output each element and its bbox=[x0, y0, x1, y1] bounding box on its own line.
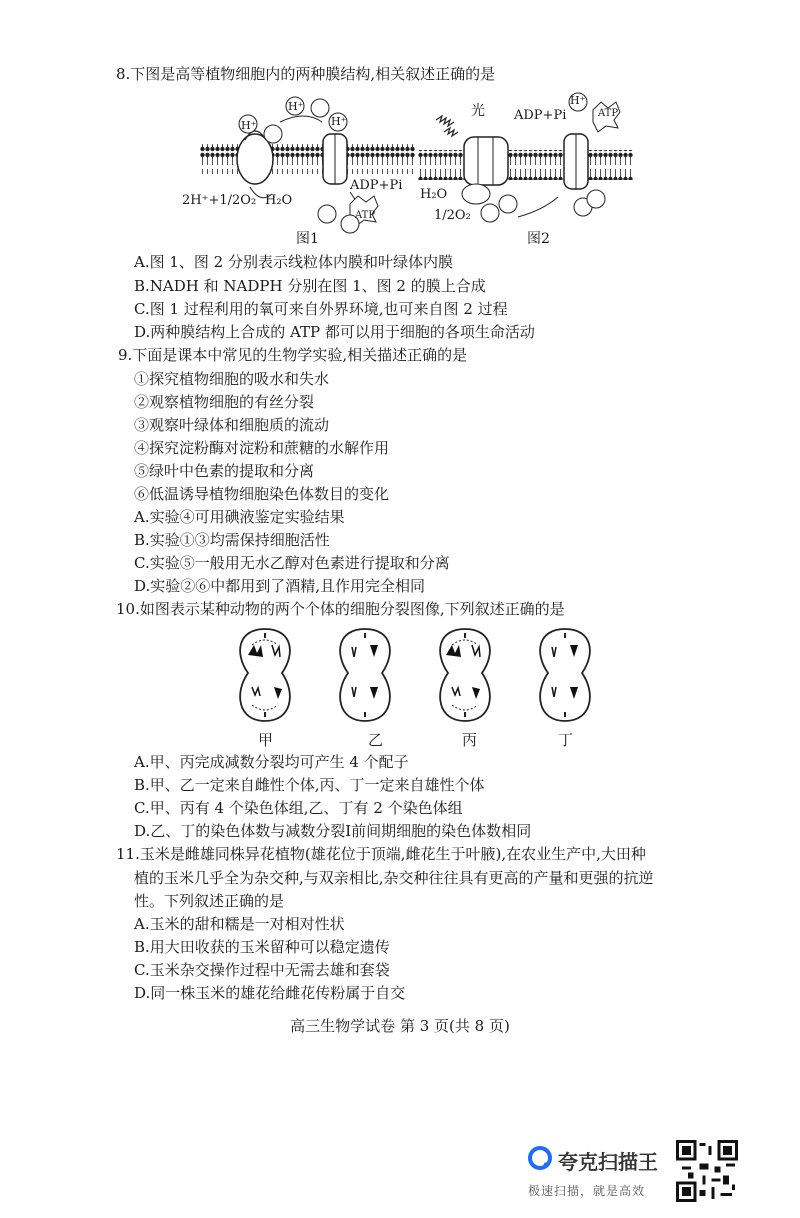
fig2-h-label: H⁺ bbox=[570, 94, 586, 107]
fig1-caption: 图1 bbox=[296, 231, 319, 247]
q10-option-d: D.乙、丁的染色体数与减数分裂Ⅰ前间期细胞的染色体数相同 bbox=[134, 822, 532, 840]
q10-option-b: B.甲、乙一定来自雌性个体,丙、丁一定来自雄性个体 bbox=[134, 776, 485, 794]
q11-option-b: B.用大田收获的玉米留种可以稳定遗传 bbox=[134, 938, 390, 956]
scanner-slogan: 极速扫描，就是高效 bbox=[528, 1184, 646, 1198]
fig2-h2o-label: H₂O bbox=[420, 187, 448, 202]
q9-item-4: ④探究淀粉酶对淀粉和蔗糖的水解作用 bbox=[134, 439, 390, 457]
cell-jia bbox=[240, 629, 290, 721]
fig1-h-label: H⁺ bbox=[331, 115, 347, 128]
q9-option-a: A.实验④可用碘液鉴定实验结果 bbox=[134, 508, 345, 526]
q9-item-2: ②观察植物细胞的有丝分裂 bbox=[134, 393, 315, 411]
cell-label-yi: 乙 bbox=[368, 731, 384, 749]
cell-label-jia: 甲 bbox=[258, 731, 274, 749]
q8-option-b: B.NADH 和 NADPH 分别在图 1、图 2 的膜上合成 bbox=[134, 277, 486, 295]
q11-option-c: C.玉米杂交操作过程中无需去雄和套袋 bbox=[134, 961, 390, 979]
cell-label-bing: 丙 bbox=[462, 731, 478, 749]
q11-stem-line-1: 11.玉米是雌雄同株异花植物(雄花位于顶端,雌花生于叶腋),在农业生产中,大田种 bbox=[116, 845, 646, 863]
q9-option-d: D.实验②⑥中都用到了酒精,且作用完全相同 bbox=[134, 577, 426, 595]
scanner-logo-icon bbox=[528, 1146, 552, 1170]
q8-stem: 8.下图是高等植物细胞内的两种膜结构,相关叙述正确的是 bbox=[116, 65, 496, 83]
fig1-h-label: H⁺ bbox=[241, 119, 257, 132]
qr-code-icon bbox=[676, 1140, 738, 1202]
q10-option-c: C.甲、丙有 4 个染色体组,乙、丁有 2 个染色体组 bbox=[134, 799, 463, 817]
q8-option-d: D.两种膜结构上合成的 ATP 都可以用于细胞的各项生命活动 bbox=[134, 323, 535, 341]
fig2-adp-label: ADP+Pi bbox=[514, 108, 567, 123]
figure-1-membrane bbox=[200, 92, 415, 247]
q9-option-b: B.实验①③均需保持细胞活性 bbox=[134, 531, 330, 549]
fig1-adp-label: ADP+Pi bbox=[350, 178, 403, 193]
page-footer: 高三生物学试卷 第 3 页(共 8 页) bbox=[290, 1017, 510, 1035]
q8-option-a: A.图 1、图 2 分别表示线粒体内膜和叶绿体内膜 bbox=[134, 253, 453, 271]
fig1-h-label: H⁺ bbox=[288, 100, 304, 113]
q9-item-3: ③观察叶绿体和细胞质的流动 bbox=[134, 416, 330, 434]
cell-ding bbox=[540, 629, 590, 721]
cell-division-figures bbox=[220, 625, 600, 725]
q9-stem: 9.下面是课本中常见的生物学实验,相关描述正确的是 bbox=[118, 346, 468, 364]
q11-stem-line-3: 性。下列叙述正确的是 bbox=[134, 892, 285, 910]
q10-option-a: A.甲、丙完成减数分裂均可产生 4 个配子 bbox=[134, 753, 409, 771]
q9-item-1: ①探究植物细胞的吸水和失水 bbox=[134, 370, 330, 388]
cell-bing bbox=[440, 629, 490, 721]
q11-option-a: A.玉米的甜和糯是一对相对性状 bbox=[134, 915, 345, 933]
q10-stem: 10.如图表示某种动物的两个个体的细胞分裂图像,下列叙述正确的是 bbox=[116, 600, 565, 618]
fig1-atp-label: ATP bbox=[355, 210, 376, 221]
fig2-o2-label: 1/2O₂ bbox=[434, 208, 471, 223]
q9-option-c: C.实验⑤一般用无水乙醇对色素进行提取和分离 bbox=[134, 554, 450, 572]
fig1-h2o-label: H₂O bbox=[265, 193, 293, 208]
fig2-caption: 图2 bbox=[527, 231, 550, 247]
fig2-light-label: 光 bbox=[471, 103, 485, 119]
q11-stem-line-2: 植的玉米几乎全为杂交种,与双亲相比,杂交种往往具有更高的产量和更强的抗逆 bbox=[134, 869, 654, 887]
fig1-left-equation: 2H⁺+1/2O₂ bbox=[182, 193, 257, 208]
q9-item-5: ⑤绿叶中色素的提取和分离 bbox=[134, 462, 315, 480]
cell-label-ding: 丁 bbox=[558, 731, 574, 749]
q9-item-6: ⑥低温诱导植物细胞染色体数目的变化 bbox=[134, 485, 390, 503]
cell-yi bbox=[340, 629, 390, 721]
q8-option-c: C.图 1 过程利用的氧可来自外界环境,也可来自图 2 过程 bbox=[134, 300, 508, 318]
q11-option-d: D.同一株玉米的雄花给雌花传粉属于自交 bbox=[134, 984, 406, 1002]
fig2-atp-label: ATP bbox=[598, 108, 619, 119]
scanner-watermark bbox=[528, 1140, 778, 1210]
scanner-brand: 夸克扫描王 bbox=[558, 1150, 658, 1174]
